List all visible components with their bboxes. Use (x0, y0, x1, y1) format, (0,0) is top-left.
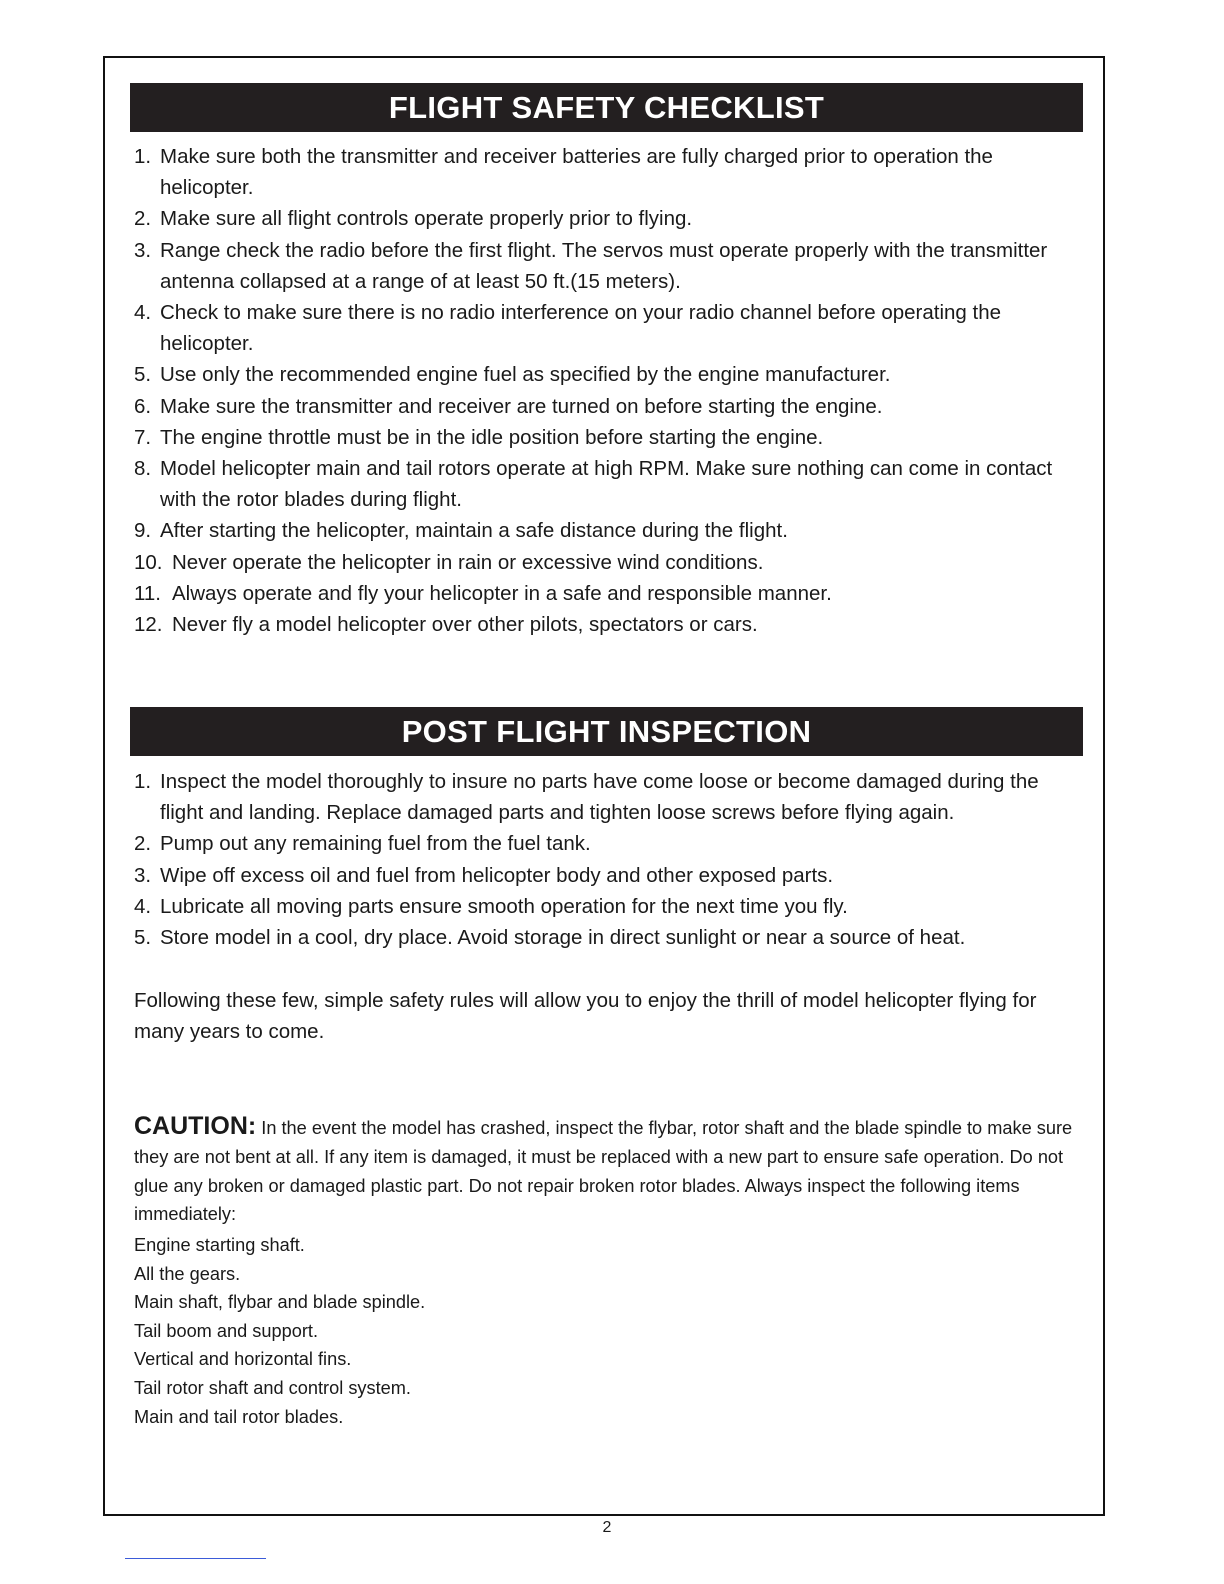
list-item: Tail rotor shaft and control system. (134, 1377, 411, 1398)
list-item: 6. Make sure the transmitter and receiver are turned on before starting the engine. (134, 394, 883, 418)
list-item: 8. Model helicopter main and tail rotors operate at high RPM. Make sure nothing can come in contact with the rotor blades during flight. (134, 457, 1053, 512)
list-item: Main shaft, flybar and blade spindle. (134, 1292, 426, 1313)
list-item: All the gears. (134, 1263, 241, 1284)
list-item: Vertical and horizontal fins. (134, 1349, 352, 1370)
list-item: 4. Lubricate all moving parts ensure smooth operation for the next time you fly. (134, 894, 848, 918)
list-item: 2. Make sure all flight controls operate properly prior to flying. (134, 207, 693, 231)
page-number: 2 (602, 1519, 612, 1536)
list-item: 11. Always operate and fly your helicopter in a safe and responsible manner. (134, 581, 832, 605)
list-item: 5. Store model in a cool, dry place. Avoid storage in direct sunlight or near a source of heat. (134, 926, 966, 950)
list-item: 4. Check to make sure there is no radio interference on your radio channel before operating the helicopter. (134, 301, 1002, 356)
list-item: 7. The engine throttle must be in the idle position before starting the engine. (134, 425, 824, 449)
list-item: 10. Never operate the helicopter in rain or excessive wind conditions. (134, 550, 764, 574)
post-flight-list (134, 766, 1079, 953)
list-item: Engine starting shaft. (134, 1235, 305, 1255)
list-item: 9. After starting the helicopter, maintain a safe distance during the flight. (134, 519, 788, 543)
flight-safety-list (134, 141, 1079, 640)
list-item: 3. Range check the radio before the first flight. The servos must operate properly with the transmitter antenna collapsed at a range of at least 50 ft.(15 meters). (134, 238, 1048, 293)
caution-label: CAUTION: (134, 1112, 257, 1140)
list-item: 3. Wipe off excess oil and fuel from helicopter body and other exposed parts. (134, 863, 834, 887)
list-item: 1. Make sure both the transmitter and receiver batteries are fully charged prior to operation the helicopter. (134, 145, 993, 200)
list-item: Tail boom and support. (134, 1320, 319, 1341)
caution-paragraph (134, 1112, 1079, 1229)
closing-paragraph: Following these few, simple safety rules will allow you to enjoy the thrill of model helicopter flying for many years to come. (134, 989, 1037, 1044)
post-flight-heading: POST FLIGHT INSPECTION (130, 707, 1083, 756)
inspection-items-list (134, 1231, 425, 1431)
footer-rule (125, 1558, 266, 1559)
list-item: Main and tail rotor blades. (134, 1406, 344, 1427)
list-item: 12. Never fly a model helicopter over other pilots, spectators or cars. (134, 613, 758, 637)
caution-text: In the event the model has crashed, inspect the flybar, rotor shaft and the blade spindle to make sure they are not bent at all. If any item is damaged, it must be replaced with a new part to ensure safe operation. Do not glue any broken or damaged plastic part. Do not repair broken rotor blades. Always inspect the following items immediately: (134, 1118, 1073, 1225)
list-item: 5. Use only the recommended engine fuel as specified by the engine manufacturer. (134, 363, 891, 387)
list-item: 1. Inspect the model thoroughly to insure no parts have come loose or become damaged during the flight and landing. Replace damaged parts and tighten loose screws before flying again. (134, 770, 1039, 825)
flight-safety-heading: FLIGHT SAFETY CHECKLIST (130, 83, 1083, 132)
list-item: 2. Pump out any remaining fuel from the fuel tank. (134, 832, 591, 856)
